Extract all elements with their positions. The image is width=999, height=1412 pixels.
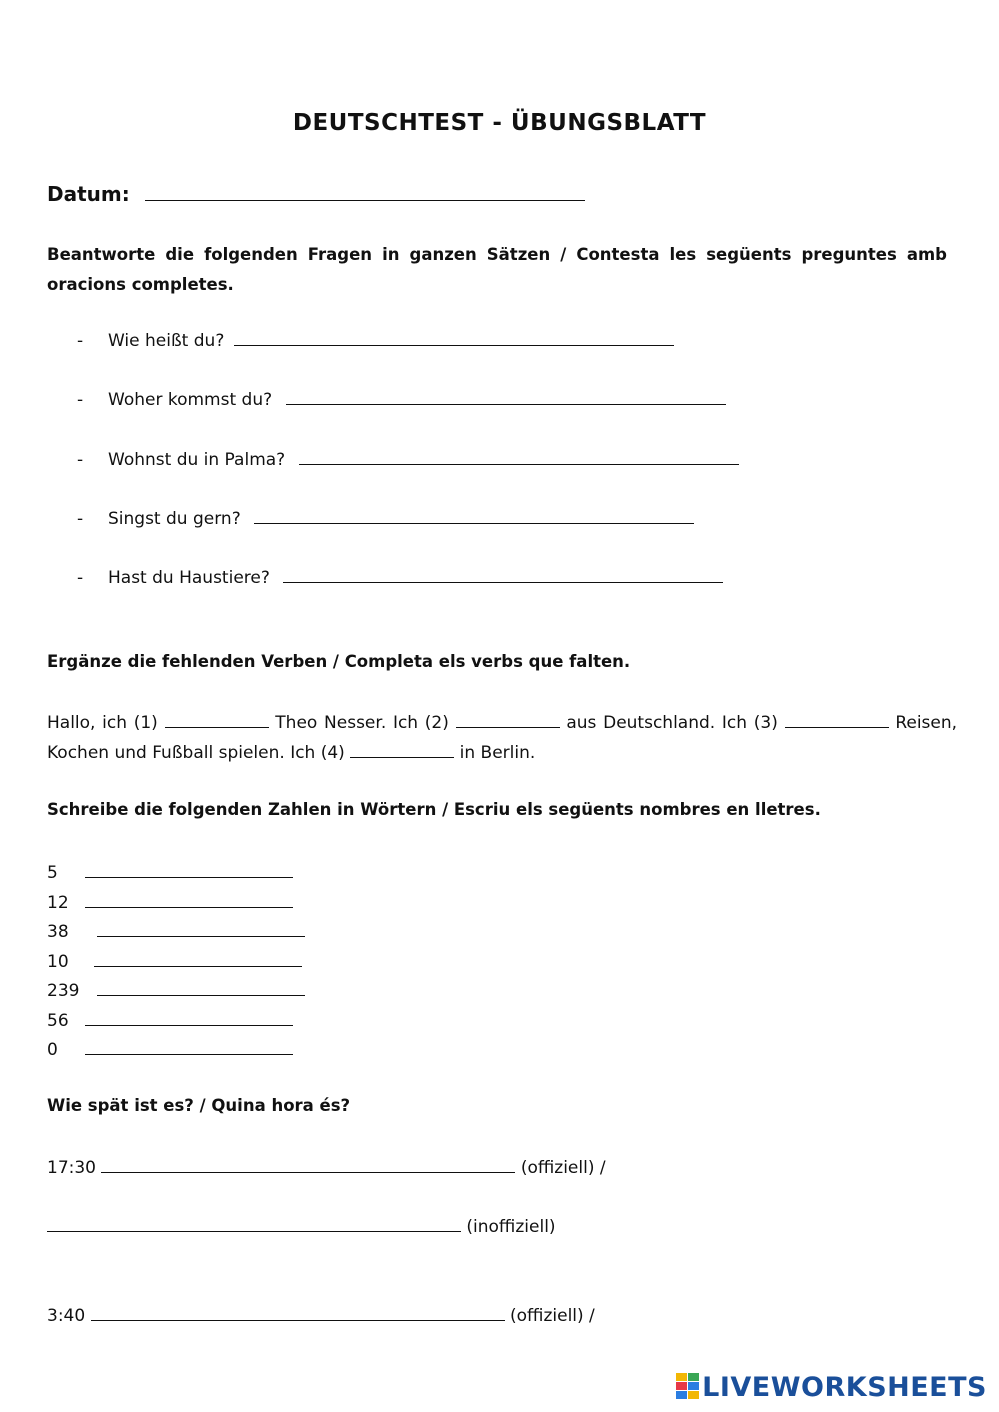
verb-blank-2[interactable] bbox=[456, 709, 560, 728]
date-answer-line[interactable] bbox=[145, 182, 585, 201]
number-row bbox=[47, 918, 305, 942]
time-label: 17:30 bbox=[47, 1158, 96, 1178]
number-label: 0 bbox=[47, 1040, 58, 1060]
number-row bbox=[47, 889, 293, 913]
section1-instruction: Beantworte die folgenden Fragen in ganzen Sätzen / Contesta les següents preguntes amb oracions completes. bbox=[47, 245, 947, 294]
verb-blank-4[interactable] bbox=[350, 739, 454, 758]
number-answer-line[interactable] bbox=[85, 889, 293, 908]
number-label: 10 bbox=[47, 952, 69, 972]
bullet: - bbox=[77, 450, 84, 470]
bullet: - bbox=[77, 509, 84, 529]
bullet: - bbox=[77, 568, 84, 588]
number-row bbox=[47, 1007, 293, 1031]
question-text: Singst du gern? bbox=[108, 509, 241, 529]
section4-instruction: Wie spät ist es? / Quina hora és? bbox=[47, 1096, 351, 1115]
fill-in-paragraph bbox=[47, 708, 957, 768]
brand-text: LIVEWORKSHEETS bbox=[702, 1372, 987, 1403]
section2-instruction: Ergänze die fehlenden Verben / Completa els verbs que falten. bbox=[47, 652, 631, 671]
number-label: 12 bbox=[47, 893, 69, 913]
number-answer-line[interactable] bbox=[94, 948, 302, 967]
logo-blocks-icon bbox=[676, 1373, 700, 1406]
verb-blank-3[interactable] bbox=[785, 709, 889, 728]
paragraph-text: in Berlin. bbox=[459, 743, 536, 763]
answer-line-2[interactable] bbox=[286, 386, 726, 405]
number-answer-line[interactable] bbox=[85, 859, 293, 878]
question-text: Hast du Haustiere? bbox=[108, 568, 270, 588]
number-label: 5 bbox=[47, 863, 58, 883]
number-row bbox=[47, 948, 302, 972]
answer-line-1[interactable] bbox=[234, 327, 674, 346]
answer-line-4[interactable] bbox=[254, 505, 694, 524]
official-label: (offiziell) / bbox=[510, 1306, 595, 1326]
question-row-2 bbox=[77, 386, 726, 410]
time1-unofficial-line[interactable] bbox=[47, 1213, 461, 1232]
number-label: 239 bbox=[47, 981, 80, 1001]
time1-official-line[interactable] bbox=[101, 1154, 515, 1173]
paragraph-text: Hallo, ich (1) bbox=[47, 713, 158, 733]
bullet: - bbox=[77, 390, 84, 410]
date-label: Datum: bbox=[47, 182, 130, 206]
worksheet-title: DEUTSCHTEST - ÜBUNGSBLATT bbox=[292, 110, 707, 136]
question-row-5 bbox=[77, 564, 723, 588]
question-row-4 bbox=[77, 505, 694, 529]
number-answer-line[interactable] bbox=[97, 977, 305, 996]
question-text: Woher kommst du? bbox=[108, 390, 273, 410]
question-row-3 bbox=[77, 446, 739, 470]
number-answer-line[interactable] bbox=[85, 1036, 293, 1055]
number-row bbox=[47, 859, 293, 883]
time2-official-line[interactable] bbox=[91, 1302, 505, 1321]
section3-instruction: Schreibe die folgenden Zahlen in Wörtern / Escriu els següents nombres en lletres. bbox=[47, 800, 821, 819]
liveworksheets-logo bbox=[676, 1372, 987, 1406]
number-label: 56 bbox=[47, 1011, 69, 1031]
date-row bbox=[47, 182, 585, 206]
number-answer-line[interactable] bbox=[85, 1007, 293, 1026]
time-row-2-official bbox=[47, 1302, 595, 1326]
question-text: Wie heißt du? bbox=[108, 331, 225, 351]
paragraph-text: aus Deutschland. Ich (3) bbox=[566, 713, 778, 733]
unofficial-label: (inoffiziell) bbox=[466, 1217, 556, 1237]
time-label: 3:40 bbox=[47, 1306, 86, 1326]
number-label: 38 bbox=[47, 922, 69, 942]
official-label: (offiziell) / bbox=[520, 1158, 606, 1178]
paragraph-text: Theo Nesser. Ich (2) bbox=[275, 713, 449, 733]
number-row bbox=[47, 1036, 293, 1060]
paragraph-text: Reisen, Kochen und Fußball spielen. Ich (4) bbox=[47, 713, 958, 763]
question-row-1 bbox=[77, 327, 674, 351]
verb-blank-1[interactable] bbox=[165, 709, 269, 728]
number-row bbox=[47, 977, 305, 1001]
question-text: Wohnst du in Palma? bbox=[108, 450, 286, 470]
answer-line-3[interactable] bbox=[299, 446, 739, 465]
time-row-1-unofficial bbox=[47, 1213, 556, 1237]
answer-line-5[interactable] bbox=[283, 564, 723, 583]
time-row-1-official bbox=[47, 1154, 606, 1178]
number-answer-line[interactable] bbox=[97, 918, 305, 937]
bullet: - bbox=[77, 331, 84, 351]
